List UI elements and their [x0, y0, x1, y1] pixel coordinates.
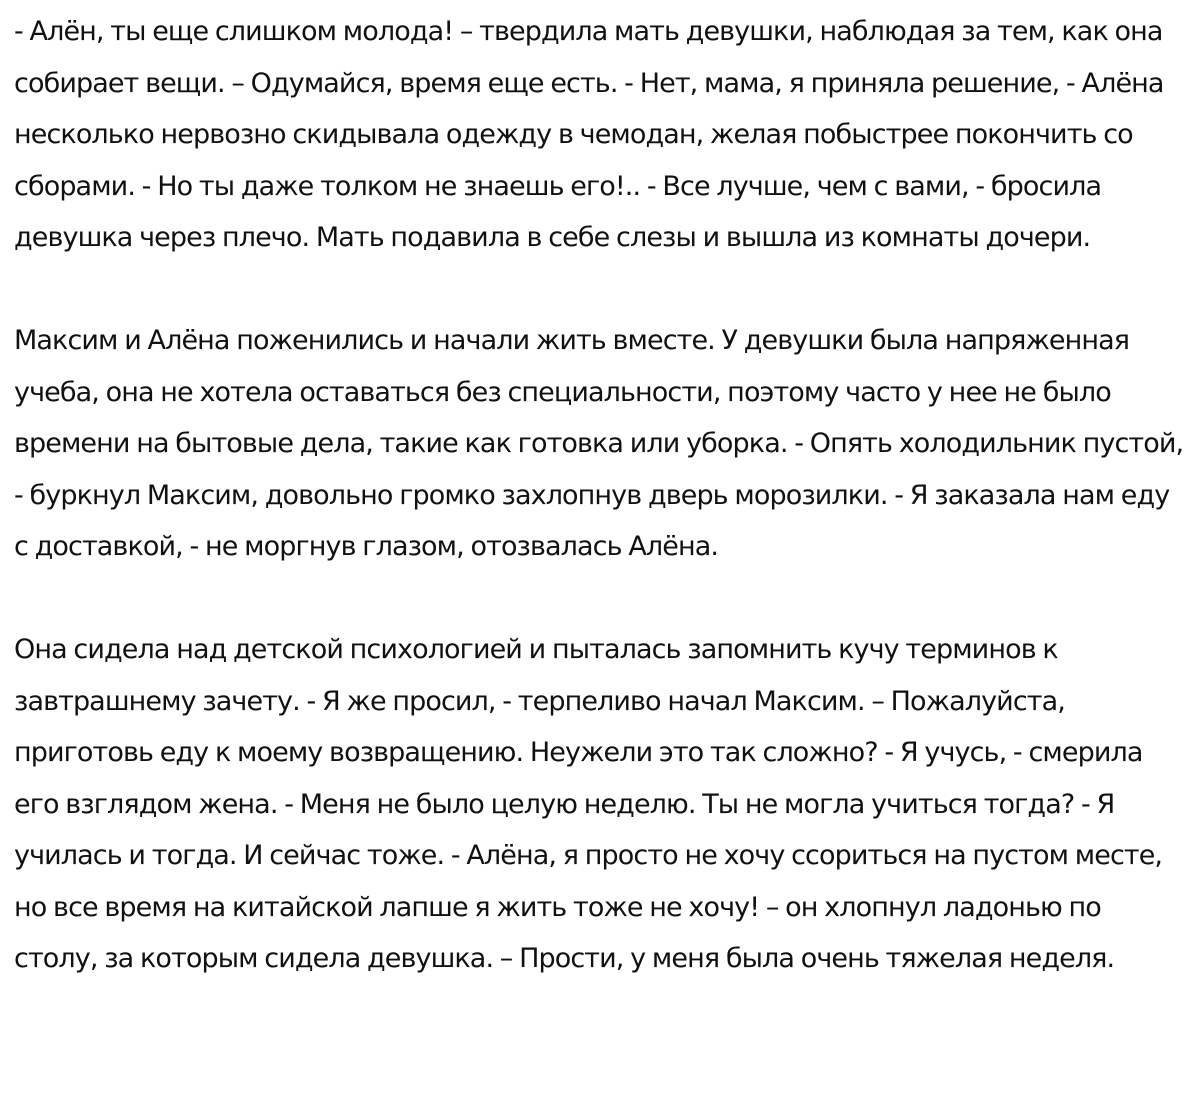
- paragraph-2: Максим и Алёна поженились и начали жить вместе. У девушки была напряженная учеба, она не хотела оставаться без специальности, поэтому часто у нее не было времени на бытовые дела, такие как готовка или уборка. - Опять холодильник пустой, - буркнул Максим, довольно громко захлопнув дверь морозилки. - Я заказала нам еду с доставкой, - не моргнув глазом, отозвалась Алёна.: [14, 325, 1184, 562]
- article-body: [14, 6, 1184, 985]
- paragraph-3: Она сидела над детской психологией и пыталась запомнить кучу терминов к завтрашнему зачету. - Я же просил, - терпеливо начал Максим. – Пожалуйста, приготовь еду к моему возвращению. Неужели это так сложно? - Я учусь, - смерила его взглядом жена. - Меня не было целую неделю. Ты не могла учиться тогда? - Я училась и тогда. И сейчас тоже. - Алёна, я просто не хочу ссориться на пустом месте, но все время на китайской лапше я жить тоже не хочу! – он хлопнул ладонью по столу, за которым сидела девушка. – Прости, у меня была очень тяжелая неделя.: [14, 634, 1163, 974]
- paragraph-1: - Алён, ты еще слишком молода! – твердила мать девушки, наблюдая за тем, как она собирает вещи. – Одумайся, время еще есть. - Нет, мама, я приняла решение, - Алёна несколько нервозно скидывала одежду в чемодан, желая побыстрее покончить со сборами. - Но ты даже толком не знаешь его!.. - Все лучше, чем с вами, - бросила девушка через плечо. Мать подавила в себе слезы и вышла из комнаты дочери.: [14, 16, 1164, 253]
